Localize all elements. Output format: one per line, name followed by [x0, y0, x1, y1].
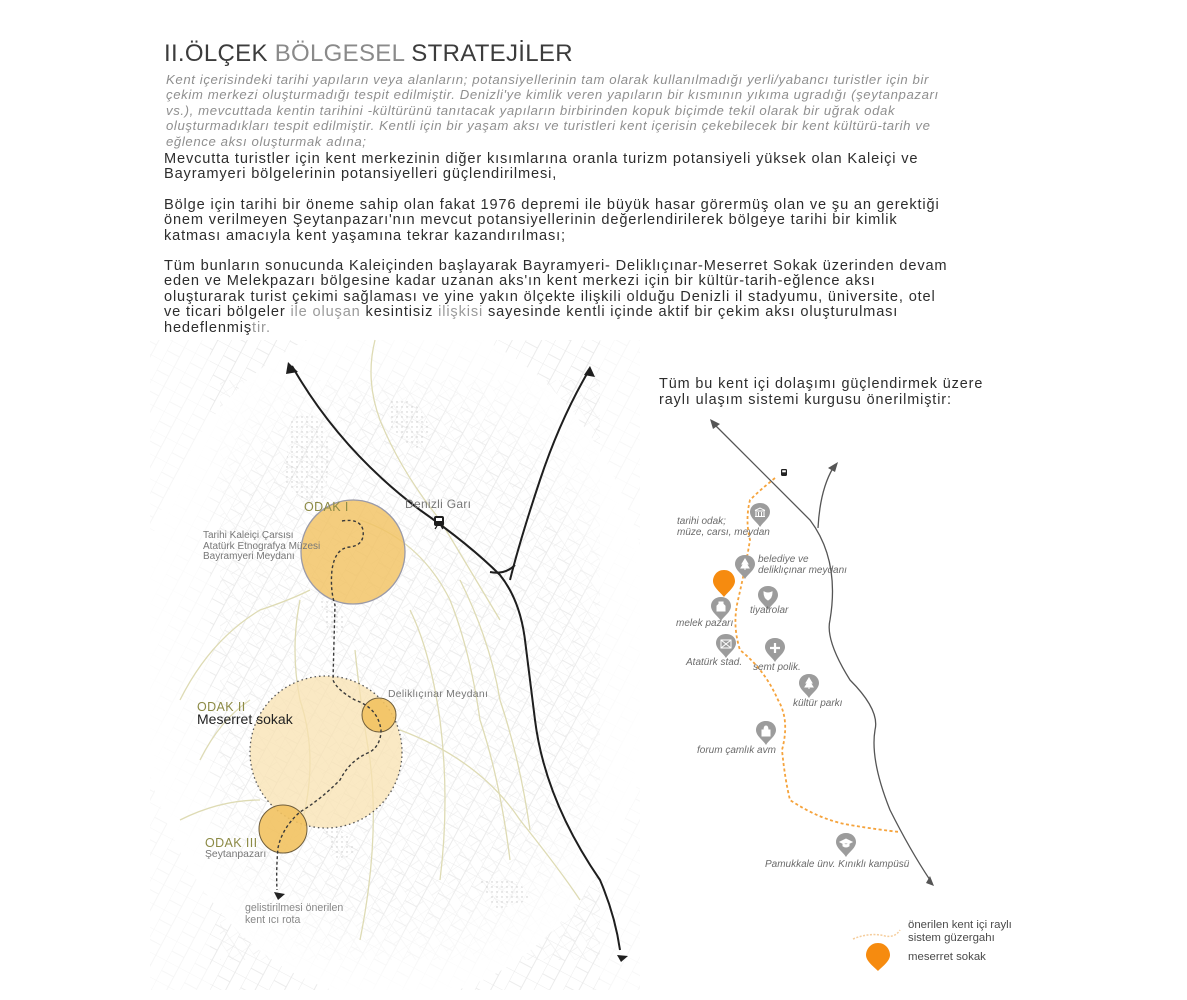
graduation-cap-icon [836, 833, 856, 857]
text-run: ilişkisi [433, 304, 488, 321]
poi-label-line: deliklıçınar meydanı [758, 565, 847, 576]
arrow-head-icon [710, 419, 720, 429]
poi-label-mall: forum çamlık avm [697, 745, 776, 756]
station-label: Denizli Garı [405, 497, 472, 511]
poi-label-park: kültür parkı [793, 698, 843, 709]
poi-label-clinic: semt polik. [753, 662, 801, 673]
odak-1-places [203, 531, 320, 563]
delikli-circle [362, 698, 396, 732]
intro-line: vs.), mevcuttada kentin tarihini -kültürünü tanıtacak yapıların birbirinden kopuk biçimde tekil olarak bir uğrak odak [166, 102, 896, 118]
text-run: ve ticari bölgeler [164, 304, 286, 321]
paragraph-line: katması amacıyla kent yaşamına tekrar kazandırılması; [164, 227, 566, 244]
shopping-bag-icon [756, 721, 776, 745]
paragraph-line: oluşturarak turist çekimi sağlaması ve yine yakın ölçekte ilişkili olduğu Denizli il stadyumu, üniversite, otel [164, 288, 936, 305]
paragraph-line: eden ve Melekpazarı bölgesine kadar uzanan aks'ın kent merkezi için bir kültür-tarih-eğlence aksı [164, 273, 876, 290]
odak-3-label: ODAK III [205, 836, 258, 850]
route-note [245, 903, 343, 926]
train-station-icon [781, 469, 787, 476]
poi-label-stadium: Atatürk stad. [686, 657, 743, 668]
odak-2-label: ODAK II [197, 700, 246, 714]
paragraph-line: önem verilmeyen Şeytanpazarı'nın mevcut potansiyellerinin değerlendirilerek bölgeye tarihi bir kimlik [164, 212, 898, 229]
rail-roads [714, 424, 930, 880]
text-run: hedeflenmiş [164, 319, 253, 336]
odak-3-name: Şeytanpazarı [205, 849, 267, 860]
title-part-3: STRATEJİLER [404, 40, 573, 67]
legend-line: önerilen kent içi raylı [908, 919, 1012, 931]
legend-rail-route [908, 919, 1012, 944]
rail-title-line: Tüm bu kent içi dolaşımı güçlendirmek üzere [659, 376, 984, 392]
intro-line: çekim merkezi oluşturmadığı tespit edilmiştir. Denizli'ye kimlik veren yapıların bir kısmının yıkıma ugradığı (şeytanpazarı [166, 87, 939, 103]
intro-line: eğlence aksı oluşturmak adına; [166, 133, 367, 149]
poi-label-market: melek pazarı [676, 618, 734, 629]
place-label: Tarihi Kaleiçi Çarsısı [203, 530, 294, 541]
poi-label-municipality [758, 554, 847, 576]
text-run: sayesinde kentli içinde aktif bir çekim aksı oluşturulması [487, 304, 899, 321]
title-part-1: II.ÖLÇEK [164, 40, 275, 67]
paragraph-line: Bölge için tarihi bir öneme sahip olan fakat 1976 depremi ile büyük hasar görermüş olan ve şu an gerektiği [164, 197, 940, 213]
poi-label-line: belediye ve [758, 554, 809, 565]
place-label: Atatürk Etnografya Müzesi [203, 540, 321, 552]
legend-line: sistem güzergahı [908, 931, 995, 944]
poi-label-theaters: tiyatrolar [750, 605, 789, 616]
poi-label-university: Pamukkale ünv. Kınıklı kampüsü [765, 859, 910, 870]
paragraph-line: Bayramyeri bölgelerinin potansiyelleri güçlendirilmesi, [164, 166, 558, 183]
odak-1-label: ODAK I [304, 500, 349, 514]
poi-label-line: tarihi odak; [677, 516, 726, 527]
pine-tree-icon [799, 674, 819, 698]
delikli-label: Deliklıçınar Meydanı [388, 689, 489, 700]
route-note-line: kent ıcı rota [245, 913, 301, 926]
arrow-head-icon [828, 462, 838, 472]
poi-label-historic [677, 516, 770, 538]
route-note-line: gelistirilmesi önerilen [245, 902, 344, 914]
text-run: tir. [252, 319, 271, 336]
intro-line: Kent içerisindeki tarihi yapıların veya alanların; potansiyellerinin tam olarak kullanılmadığı yerli/yabancı turistler için bir [166, 72, 929, 87]
place-label: Bayramyeri Meydanı [203, 551, 295, 562]
rail-title-line: raylı ulaşım sistemi kurgusu önerilmiştir: [659, 391, 952, 408]
paragraph-line: Tüm bunların sonucunda Kaleiçinden başlayarak Bayramyeri- Deliklıçınar-Meserret Sokak üzerinden devam [164, 258, 948, 274]
title-part-2: BÖLGESEL [274, 40, 405, 67]
arrow-head-icon [926, 876, 934, 886]
legend-meserret: meserret sokak [908, 951, 986, 963]
paragraph-line: Mevcutta turistler için kent merkezinin diğer kısımlarına oranla turizm potansiyeli yüksek olan Kaleiçi ve [164, 151, 919, 167]
orange-pin-icon [866, 943, 890, 971]
orange-pin-icon [713, 570, 735, 597]
rail-title [659, 377, 983, 408]
text-run: kesintisiz [365, 304, 434, 321]
poi-pin-shape [716, 634, 736, 658]
tree-icon [735, 555, 755, 579]
intro-line: oluşturmadıkları tespit edilmiştir. Kentli için bir yaşam aksı ve turistleri kent içerisin çekebilecek bir kent kültürü-tarih ve [166, 118, 931, 134]
medical-cross-icon [765, 638, 785, 662]
odak-2-name: Meserret sokak [197, 711, 293, 727]
stadium-icon [716, 634, 736, 658]
odak-3-circle [259, 805, 307, 853]
text-run: ile oluşan [285, 304, 366, 321]
dashed-orange-line-icon [853, 930, 900, 939]
poi-label-line: müze, carsı, meydan [677, 527, 770, 538]
